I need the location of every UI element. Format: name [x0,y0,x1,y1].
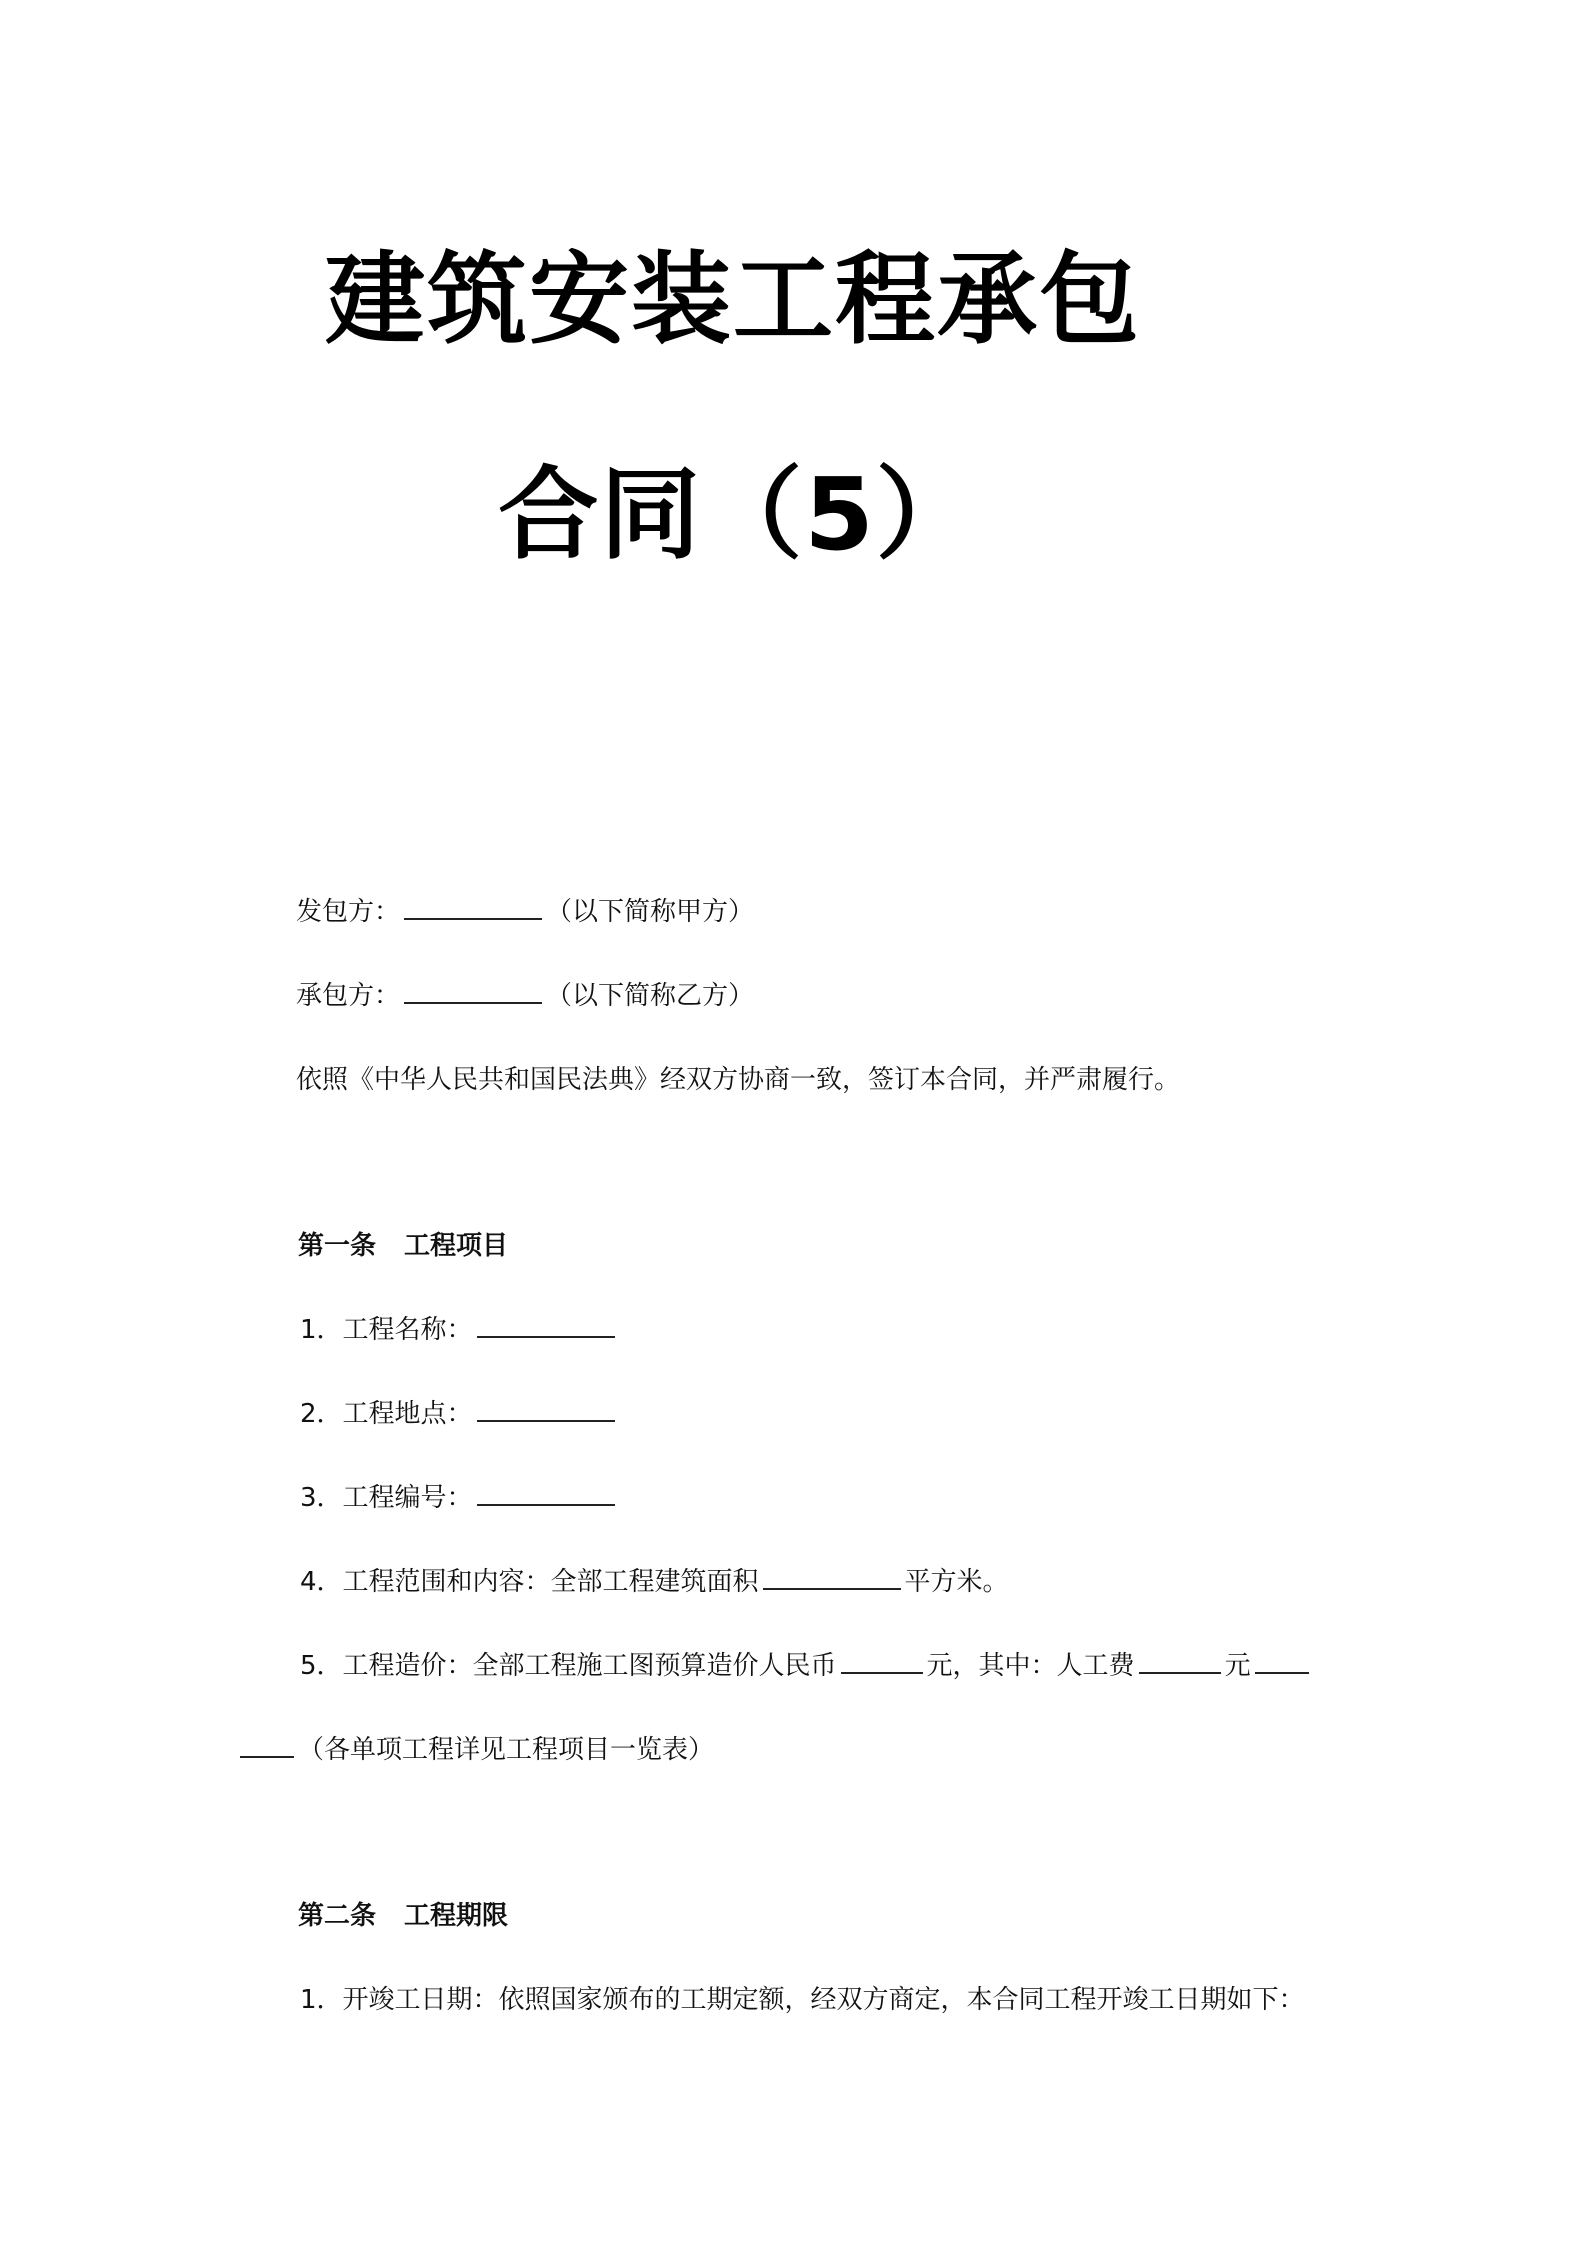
contractor-suffix: （以下简称乙方） [546,981,755,1011]
article2-number: 第二条 [298,1901,377,1931]
project-cost-label: 5．工程造价：全部工程施工图预算造价人民币 [300,1651,837,1681]
employer-line [296,894,754,930]
project-name-blank[interactable] [477,1312,615,1338]
project-code-blank[interactable] [477,1480,615,1506]
contractor-line [296,978,754,1014]
project-area-blank[interactable] [763,1564,901,1590]
project-scope-unit: 平方米。 [904,1567,1009,1597]
item-project-code [300,1480,619,1516]
project-location-blank[interactable] [477,1396,615,1422]
preamble: 依照《中华人民共和国民法典》经双方协商一致，签订本合同，并严肃履行。 [296,1065,1181,1095]
cost-yuan-1: 元，其中：人工费 [926,1651,1135,1681]
document-title-line-1: 建筑安装工程承包 [325,241,1141,358]
cost-yuan-2: 元 [1224,1651,1251,1681]
employer-label: 发包方： [296,897,401,927]
project-scope-label: 4．工程范围和内容：全部工程建筑面积 [300,1567,759,1597]
item-project-cost-note [240,1732,714,1768]
article2-heading [298,1898,508,1934]
project-location-label: 2．工程地点： [300,1399,473,1429]
article2-title: 工程期限 [404,1901,509,1931]
item-project-location [300,1396,619,1432]
item-project-name [300,1312,619,1348]
project-cost-note: （各单项工程详见工程项目一览表） [298,1735,715,1765]
item-schedule: 1．开竣工日期：依照国家颁布的工期定额，经双方商定，本合同工程开竣工日期如下： [300,1985,1305,2015]
contractor-label: 承包方： [296,981,401,1011]
article1-heading [298,1228,508,1264]
labor-cost-blank[interactable] [1139,1648,1221,1674]
project-name-label: 1．工程名称： [300,1315,473,1345]
item-project-cost [300,1648,1313,1684]
contractor-blank[interactable] [404,978,542,1004]
article1-number: 第一条 [298,1231,377,1261]
item-project-scope [300,1564,1009,1600]
extra-cost-blank-continued[interactable] [240,1732,294,1758]
document-title-line-2: 合同（5） [498,456,978,573]
article1-title: 工程项目 [404,1231,509,1261]
employer-blank[interactable] [404,894,542,920]
project-code-label: 3．工程编号： [300,1483,473,1513]
extra-cost-blank[interactable] [1255,1648,1309,1674]
total-cost-blank[interactable] [841,1648,923,1674]
employer-suffix: （以下简称甲方） [546,897,755,927]
